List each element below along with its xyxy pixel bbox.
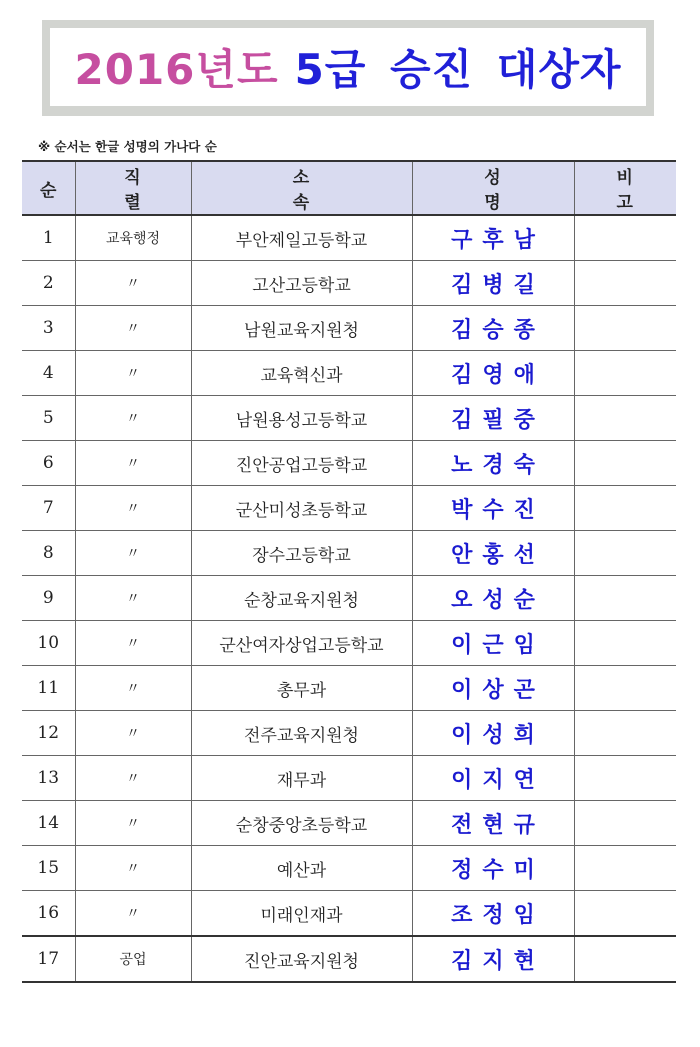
row-remarks [574,351,676,396]
table-body [22,215,676,982]
row-name: 정수미 [412,846,574,891]
header-name: 성 명 [412,161,574,215]
row-rank: 〃 [75,306,191,351]
table-row [22,441,676,486]
row-order: 6 [22,441,75,486]
row-rank: 〃 [75,441,191,486]
row-name: 이성희 [412,711,574,756]
row-remarks [574,306,676,351]
row-rank: 〃 [75,396,191,441]
row-order: 5 [22,396,75,441]
row-department: 예산과 [191,846,412,891]
row-name: 오성순 [412,576,574,621]
row-order: 4 [22,351,75,396]
row-department: 남원용성고등학교 [191,396,412,441]
row-name: 김승종 [412,306,574,351]
row-remarks [574,621,676,666]
row-name: 안홍선 [412,531,574,576]
row-remarks [574,396,676,441]
row-department: 부안제일고등학교 [191,215,412,261]
header-order: 순 [22,161,75,215]
header-department: 소 속 [191,161,412,215]
row-remarks [574,261,676,306]
header-remarks: 비 고 [574,161,676,215]
row-department: 재무과 [191,756,412,801]
row-rank: 〃 [75,666,191,711]
row-order: 15 [22,846,75,891]
row-department: 총무과 [191,666,412,711]
table-row [22,801,676,846]
table-row [22,666,676,711]
table-row [22,891,676,937]
table-header-row [22,161,676,215]
table-row [22,486,676,531]
row-name: 김영애 [412,351,574,396]
row-remarks [574,576,676,621]
row-rank: 공업 [75,936,191,982]
row-order: 17 [22,936,75,982]
row-name: 김지현 [412,936,574,982]
row-order: 14 [22,801,75,846]
title-year: 2016년도 [74,45,279,94]
row-name: 구후남 [412,215,574,261]
title-text: 5급 승진 대상자 [294,45,622,94]
row-remarks [574,486,676,531]
row-remarks [574,215,676,261]
row-name: 박수진 [412,486,574,531]
row-department: 전주교육지원청 [191,711,412,756]
table-row [22,351,676,396]
row-order: 12 [22,711,75,756]
row-name: 김병길 [412,261,574,306]
row-rank: 〃 [75,846,191,891]
row-department: 순창중앙초등학교 [191,801,412,846]
row-order: 13 [22,756,75,801]
row-order: 9 [22,576,75,621]
row-order: 3 [22,306,75,351]
row-rank: 〃 [75,486,191,531]
row-remarks [574,441,676,486]
table-row [22,756,676,801]
row-rank: 〃 [75,261,191,306]
header-rank: 직 렬 [75,161,191,215]
row-rank: 교육행정 [75,215,191,261]
row-remarks [574,801,676,846]
row-department: 남원교육지원청 [191,306,412,351]
row-rank: 〃 [75,576,191,621]
row-remarks [574,711,676,756]
row-department: 미래인재과 [191,891,412,937]
row-order: 2 [22,261,75,306]
row-order: 11 [22,666,75,711]
row-name: 조정임 [412,891,574,937]
row-rank: 〃 [75,891,191,937]
row-rank: 〃 [75,531,191,576]
table-row [22,261,676,306]
table-row [22,396,676,441]
table-row [22,306,676,351]
title-banner [42,20,654,116]
table-row [22,711,676,756]
row-remarks [574,756,676,801]
row-department: 진안공업고등학교 [191,441,412,486]
sort-order-note: ※ 순서는 한글 성명의 가나다 순 [38,139,217,154]
promotion-table [22,160,676,983]
row-remarks [574,891,676,937]
row-name: 전현규 [412,801,574,846]
row-name: 이상곤 [412,666,574,711]
row-rank: 〃 [75,801,191,846]
row-name: 김필중 [412,396,574,441]
row-department: 장수고등학교 [191,531,412,576]
row-name: 이근임 [412,621,574,666]
row-department: 군산여자상업고등학교 [191,621,412,666]
title-frame [50,28,646,106]
row-department: 진안교육지원청 [191,936,412,982]
row-department: 순창교육지원청 [191,576,412,621]
row-name: 노경숙 [412,441,574,486]
row-rank: 〃 [75,756,191,801]
table-row [22,621,676,666]
row-rank: 〃 [75,711,191,756]
row-order: 7 [22,486,75,531]
row-department: 교육혁신과 [191,351,412,396]
row-order: 1 [22,215,75,261]
row-name: 이지연 [412,756,574,801]
row-rank: 〃 [75,621,191,666]
row-order: 8 [22,531,75,576]
row-remarks [574,666,676,711]
row-remarks [574,936,676,982]
table-row [22,936,676,982]
row-rank: 〃 [75,351,191,396]
row-remarks [574,531,676,576]
table-row [22,531,676,576]
table-row [22,846,676,891]
row-department: 군산미성초등학교 [191,486,412,531]
row-remarks [574,846,676,891]
row-department: 고산고등학교 [191,261,412,306]
table-row [22,215,676,261]
row-order: 16 [22,891,75,937]
table-row [22,576,676,621]
row-order: 10 [22,621,75,666]
